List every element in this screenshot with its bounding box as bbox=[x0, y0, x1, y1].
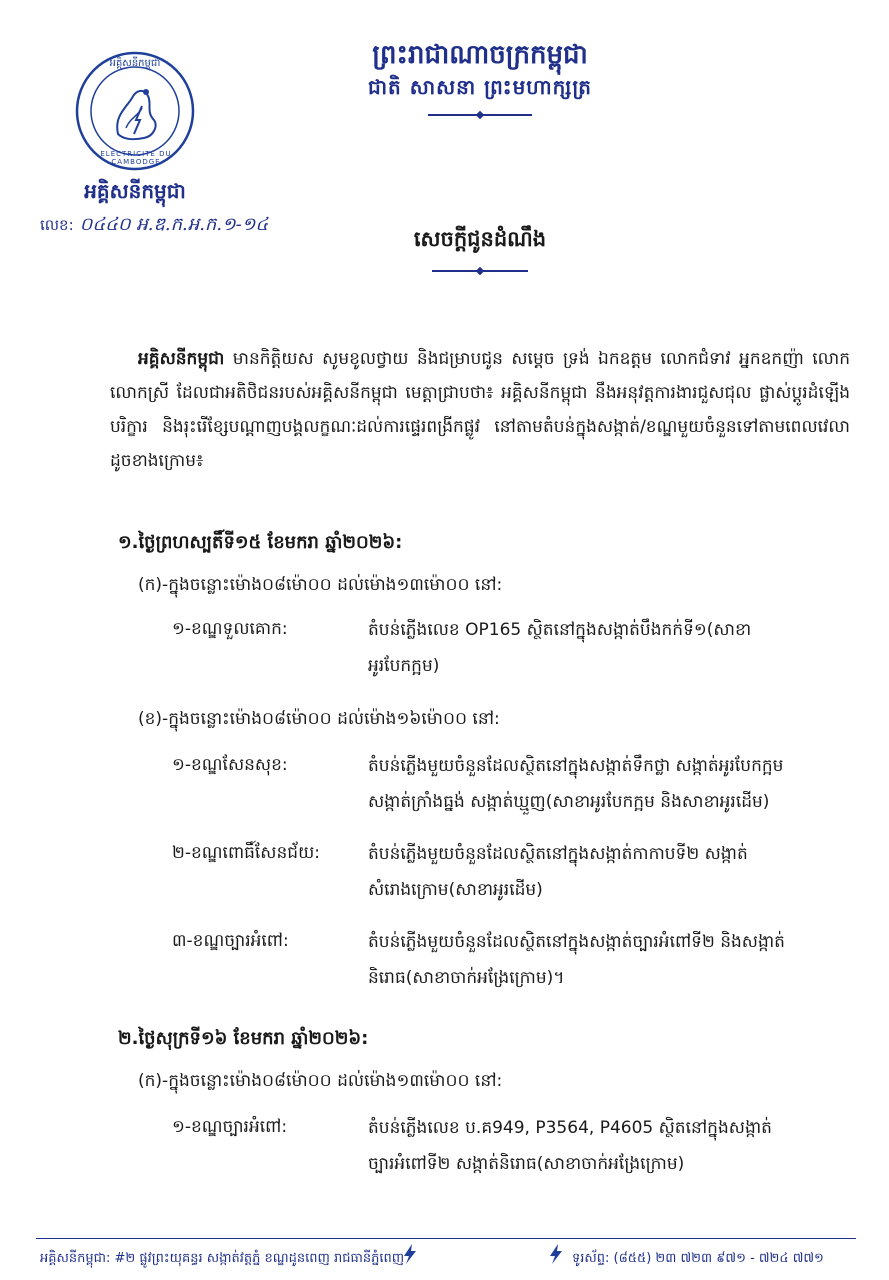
footer-divider bbox=[36, 1238, 856, 1239]
seal-top-text: អគ្គិសនីកម្ពុជា bbox=[109, 58, 161, 69]
day1-slotB-district-3: ៣-ខណ្ឌច្បារអំពៅ: bbox=[172, 931, 289, 951]
area-line: តំបន់ភ្លើងលេខ OP165 ស្ថិតនៅក្នុងសង្កាត់បឹងកក់ទី១(សាខា bbox=[368, 620, 752, 640]
day1-slotA-district-1: ១-ខណ្ឌទួលគោក: bbox=[172, 619, 288, 639]
intro-text: មានកិត្តិយស សូមខូលថ្វាយ និងជម្រាបជូន សម្តេច ទ្រង់ ឯកឧត្តម លោកជំទាវ អ្នកឧកញ៉ា លោក លោកស្រី ដែលជាអតិថិជនរបស់អគ្គិសនីកម្ពុជា មេត្តាជ្រាបថា៖ អគ្គិសនីកម្ពុជា នឹងអនុវត្តការងារជួសជុល ផ្លាស់ប្តូរដំឡើងបរិក្ខារ និងរុះរើខ្សែបណ្តាញបង្គលក្ខណៈដល់ការផ្ទេរពង្រីកផ្លូវ នៅតាមតំបន់ក្នុងសង្កាត់/ខណ្ឌមួយចំនួនទៅតាមពេលវេលាដូចខាងក្រោម៖ bbox=[110, 349, 850, 471]
area-line: តំបន់ភ្លើងមួយចំនួនដែលស្ថិតនៅក្នុងសង្កាត់ច្បារអំពៅទី២ និងសង្កាត់ bbox=[368, 932, 785, 952]
lightning-logo-icon bbox=[398, 1242, 422, 1266]
area-line: តំបន់ភ្លើងមួយចំនួនដែលស្ថិតនៅក្នុងសង្កាត់កាកាបទី២ សង្កាត់ bbox=[368, 844, 748, 864]
national-motto: ជាតិ សាសនា ព្រះមហាក្សត្រ bbox=[368, 75, 592, 99]
document-title: សេចក្តីជូនដំណឹង bbox=[413, 227, 547, 251]
day2-slotA-district-1: ១-ខណ្ឌច្បារអំពៅ: bbox=[172, 1117, 288, 1137]
title-ornament bbox=[432, 270, 528, 272]
reference-value: ០៤៤០ អ.ឌ.ក.អ.ក.១-១៤ bbox=[79, 214, 269, 235]
area-line: តំបន់ភ្លើងលេខ ប.គ949, P3564, P4605 ស្ថិតនៅក្នុងសង្កាត់ bbox=[368, 1118, 772, 1138]
day1-slotB-area-2 bbox=[368, 836, 838, 908]
area-line: ច្បារអំពៅទី២ សង្កាត់និរោធ(សាខាចាក់អង្រែក្រោម) bbox=[368, 1154, 685, 1174]
kingdom-heading: ព្រះរាជាណាចក្រកម្ពុជា bbox=[372, 40, 588, 70]
day2-heading: ២.ថ្ងៃសុក្រទី១៦ ខែមករា ឆ្នាំ២០២៦: bbox=[118, 1028, 369, 1049]
area-line: អូរបែកក្អម) bbox=[368, 656, 440, 676]
reference-number bbox=[40, 212, 268, 239]
header-ornament bbox=[428, 114, 532, 116]
footer-phone: ទូរស័ព្ទ: (៨៥៥) ២៣ ៧២៣ ៩៧១ - ៧២៤ ៧៧១ bbox=[572, 1251, 824, 1266]
day1-slotB-district-2: ២-ខណ្ឌពោធិ៍សែនជ័យ: bbox=[172, 843, 320, 863]
day2-slotA-area-1 bbox=[368, 1110, 838, 1182]
intro-paragraph bbox=[110, 342, 850, 478]
day1-slotB-area-1 bbox=[368, 748, 838, 820]
area-line: និរោធ(សាខាចាក់អង្រែក្រោម)។ bbox=[368, 968, 565, 988]
day1-slotB-district-1: ១-ខណ្ឌសែនសុខ: bbox=[172, 755, 288, 775]
lightning-logo-icon bbox=[544, 1242, 568, 1266]
day1-slotA-label: (ក)-ក្នុងចន្លោះម៉ោង០៨ម៉ោ០០ ដល់ម៉ោង១៣ម៉ោ០០ នៅ: bbox=[138, 575, 503, 595]
day1-slotA-area-1 bbox=[368, 612, 838, 684]
area-line: តំបន់ភ្លើងមួយចំនួនដែលស្ថិតនៅក្នុងសង្កាត់ទឹកថ្លា សង្កាត់អូរបែកក្អម bbox=[368, 756, 784, 776]
intro-lead: អគ្គិសនីកម្ពុជា bbox=[138, 349, 225, 369]
area-line: សង្កាត់ក្រាំងធ្នង់ សង្កាត់ឃ្មួញ(សាខាអូរបែកក្អម និងសាខាអូរដើម) bbox=[368, 792, 770, 812]
area-line: សំរោងក្រោម(សាខាអូរដើម) bbox=[368, 880, 543, 900]
day1-slotB-area-3 bbox=[368, 924, 838, 996]
day2-slotA-label: (ក)-ក្នុងចន្លោះម៉ោង០៨ម៉ោ០០ ដល់ម៉ោង១៣ម៉ោ០០ នៅ: bbox=[138, 1071, 503, 1091]
seal-ring-text: ELECTRICITE DU CAMBODGE bbox=[100, 150, 172, 166]
day1-heading: ១.ថ្ងៃព្រហស្បតិ៍ទី១៥ ខែមករា ឆ្នាំ២០២៦: bbox=[118, 532, 403, 553]
day1-slotB-label: (ខ)-ក្នុងចន្លោះម៉ោង០៨ម៉ោ០០ ដល់ម៉ោង១៦ម៉ោ០០ នៅ: bbox=[138, 709, 500, 729]
organization-name: អគ្គិសនីកម្ពុជា bbox=[84, 179, 186, 203]
footer-address: អគ្គិសនីកម្ពុជា: #២ ផ្លូវព្រះយុគន្ធរ សង្កាត់វត្តភ្នំ ខណ្ឌដូនពេញ រាជធានីភ្នំពេញ bbox=[40, 1251, 405, 1266]
reference-label: លេខ: bbox=[40, 216, 74, 234]
